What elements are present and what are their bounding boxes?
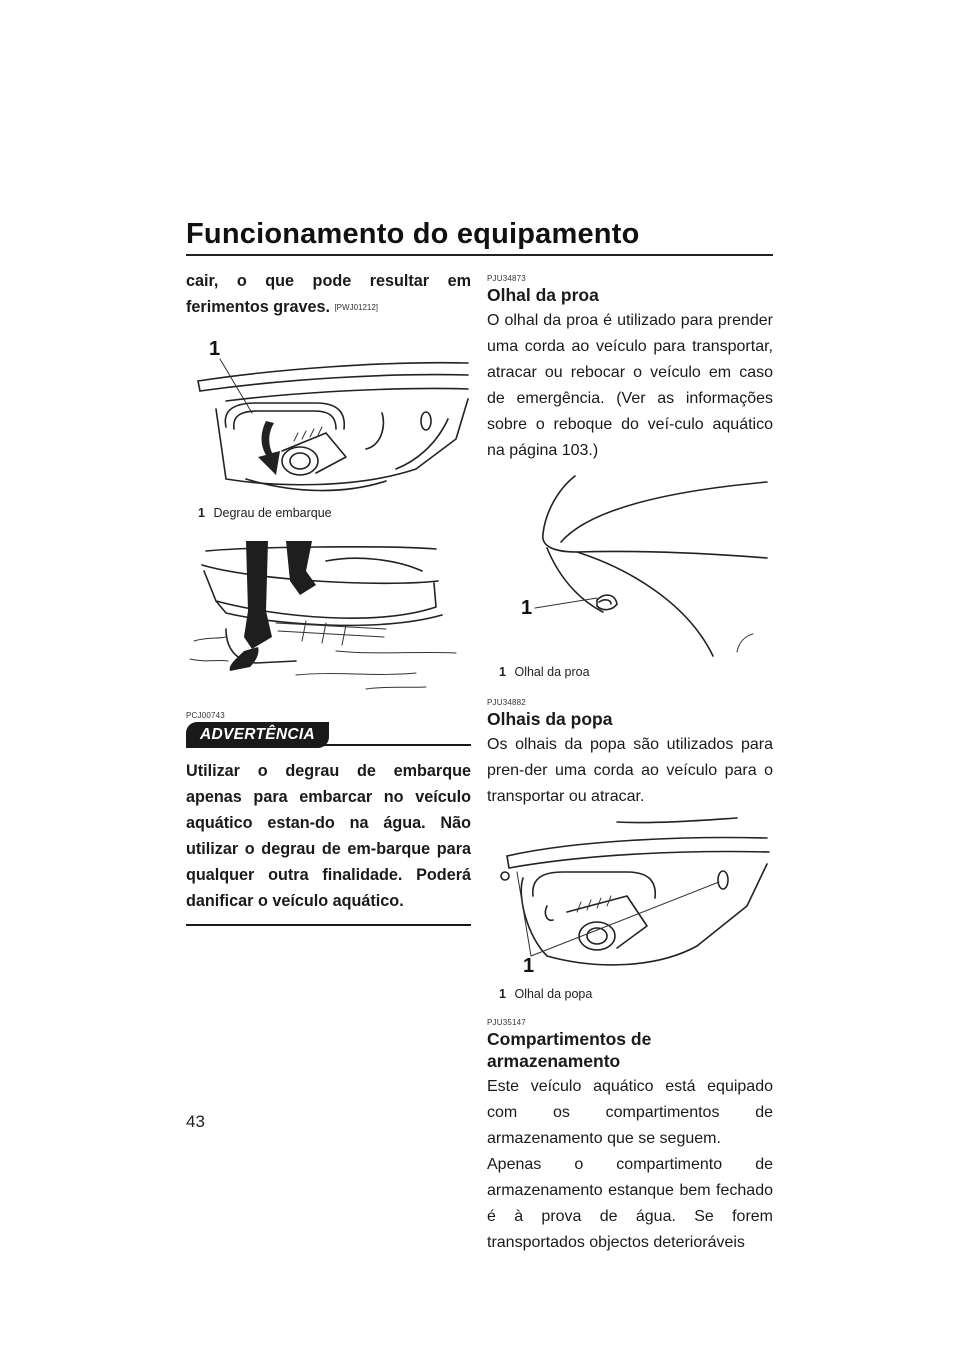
storage-code: PJU35147: [487, 1018, 526, 1027]
page-title: Funcionamento do equipamento: [186, 218, 640, 250]
storage-text-1: Este veículo aquático está equipado com os compartimentos de armazenamento que se seguem.: [487, 1078, 773, 1147]
figure1-callout: 1: [209, 338, 221, 360]
continuation-paragraph: [186, 268, 471, 321]
warning-text: Utilizar o degrau de embarque apenas para embarcar no veículo aquático estan-do na água. Não utilizar o degrau de em-barque para qualquer outra finalidade. Poderá danificar o veículo aquático.: [186, 762, 471, 910]
right-column: [487, 274, 773, 1256]
bow-text: O olhal da proa é utilizado para prender uma corda ao veículo para transportar, atracar ou rebocar o veículo em caso de emergência. (Ver as informações sobre o reboque do veí-culo aquático na página 103.): [487, 312, 773, 459]
storage-heading: Compartimentos de armazenamento: [487, 1029, 652, 1071]
bow-eye-figure: [487, 472, 773, 680]
bow-caption-text: Olhal da proa: [514, 665, 590, 679]
stern-caption-text: Olhal da popa: [514, 987, 593, 1001]
stern-callout: 1: [523, 955, 535, 977]
warning-code: PCJ00743: [186, 711, 225, 720]
bow-callout: 1: [521, 597, 533, 619]
bow-eye-illustration: [487, 472, 773, 662]
boarding-step-illustration: [186, 329, 471, 499]
warning-rule: [318, 744, 471, 746]
continuation-text: cair, o que pode resultar em ferimentos graves.: [186, 272, 471, 316]
stern-caption-num: 1: [499, 987, 506, 1001]
figure1-caption-text: Degrau de embarque: [213, 506, 332, 520]
boarding-figure: [186, 541, 471, 691]
warning-badge: ADVERTÊNCIA: [186, 722, 329, 748]
continuation-code: [PWJ01212]: [334, 303, 379, 312]
stern-eye-figure: [487, 816, 773, 1002]
warning-block: [186, 711, 471, 926]
figure1-caption-num: 1: [198, 506, 205, 520]
bow-eye-section: [487, 274, 773, 680]
person-boarding-illustration: [186, 541, 471, 691]
page-number: 43: [186, 1112, 205, 1131]
storage-section: [487, 1018, 773, 1256]
stern-code: PJU34882: [487, 698, 526, 707]
left-column: [186, 268, 471, 926]
figure1-caption: [198, 505, 471, 521]
warning-header: [186, 722, 471, 748]
bow-heading: Olhal da proa: [487, 285, 599, 305]
bow-code: PJU34873: [487, 274, 526, 283]
stern-heading: Olhais da popa: [487, 709, 613, 729]
title-rule: [186, 254, 773, 256]
stern-eye-section: [487, 698, 773, 1002]
bow-caption: [499, 664, 773, 680]
stern-caption: [499, 986, 773, 1002]
stern-text: Os olhais da popa são utilizados para pren-der uma corda ao veículo para o transportar ou atracar.: [487, 736, 773, 805]
bow-caption-num: 1: [499, 665, 506, 679]
boarding-step-figure: [186, 329, 471, 521]
stern-eye-illustration: [487, 816, 773, 986]
storage-text-2: Apenas o compartimento de armazenamento estanque bem fechado é à prova de água. Se forem transportados objectos deterioráveis: [487, 1156, 773, 1251]
warning-bottom-rule: [186, 924, 471, 926]
